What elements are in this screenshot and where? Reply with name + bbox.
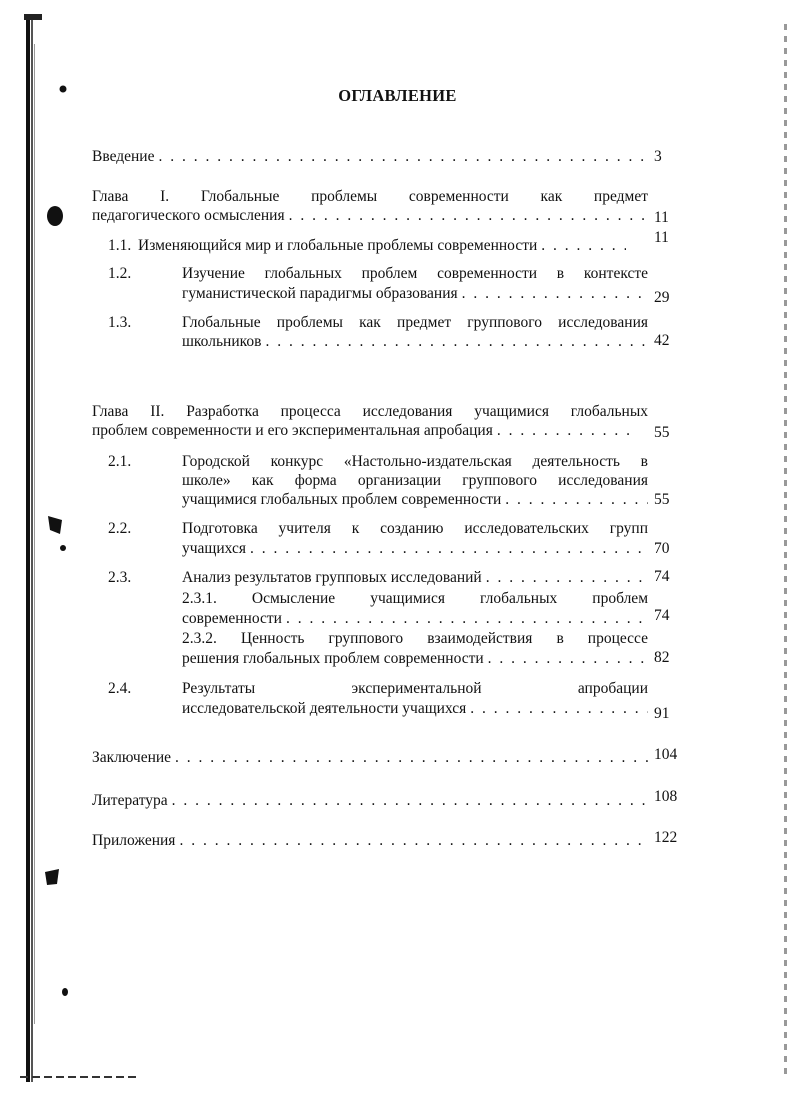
toc-section-1-3-cont[interactable] [182, 333, 654, 351]
toc-page-number: 11 [654, 209, 669, 226]
toc-entry-label: учащимися глобальных проблем современности [182, 491, 502, 508]
toc-leader-dots [488, 650, 648, 668]
toc-entry-appendix[interactable] [92, 832, 654, 850]
toc-section-2-1-cont2[interactable] [182, 491, 654, 509]
toc-entry-conclusion[interactable] [92, 749, 654, 767]
toc-section-1-2-cont[interactable] [182, 285, 654, 303]
toc-section-2-1-cont[interactable]: школе» как форма организации группового исследования [182, 472, 648, 489]
toc-leader-dots [505, 491, 648, 509]
toc-page-number: 11 [654, 229, 669, 246]
toc-chapter-2-heading-cont[interactable] [92, 422, 640, 440]
toc-leader-dots [289, 207, 648, 225]
ink-blot [42, 866, 62, 888]
toc-section-number: 2.3. [108, 569, 132, 586]
toc-leader-dots [179, 832, 648, 850]
toc-entry-intro[interactable] [92, 148, 654, 166]
toc-leader-dots [497, 422, 634, 440]
toc-entry-label: Литература [92, 792, 168, 809]
toc-section-number: 2.2. [108, 520, 132, 537]
toc-entry-label: проблем современности и его экспериментальная апробация [92, 422, 493, 439]
toc-page-number: 55 [654, 491, 670, 508]
toc-entry-label: Изменяющийся мир и глобальные проблемы современности [138, 237, 538, 254]
toc-entry-label: педагогического осмысления [92, 207, 285, 224]
toc-leader-dots [175, 749, 648, 767]
toc-page-number: 104 [654, 746, 678, 763]
toc-page-number: 70 [654, 540, 670, 557]
toc-page-number: 74 [654, 607, 670, 624]
ink-blot [44, 512, 66, 538]
toc-entry-label: Заключение [92, 749, 172, 766]
toc-section-1-1[interactable] [138, 237, 632, 255]
toc-subsection-2-3-1[interactable]: 2.3.1. Осмысление учащимися глобальных проблем [182, 590, 648, 607]
toc-page-number: 108 [654, 788, 678, 805]
toc-section-2-2-cont[interactable] [182, 540, 654, 558]
scan-edge-artifact-bottom [20, 1076, 140, 1078]
toc-subsection-2-3-2-cont[interactable] [182, 650, 654, 668]
toc-section-2-4[interactable]: Результаты экспериментальной апробации [182, 680, 648, 697]
toc-entry-label: современности [182, 610, 282, 627]
toc-section-2-4-cont[interactable] [182, 700, 654, 718]
toc-section-number: 1.2. [108, 265, 132, 282]
toc-leader-dots [158, 148, 648, 166]
toc-section-2-1[interactable]: Городской конкурс «Настольно-издательская деятельность в [182, 453, 648, 470]
toc-chapter-2-heading[interactable]: Глава II. Разработка процесса исследования учащимися глобальных [92, 403, 648, 420]
ink-blot [58, 543, 68, 553]
toc-entry-label: гуманистической парадигмы образования [182, 285, 458, 302]
ink-blot [44, 204, 66, 228]
toc-page-number: 55 [654, 424, 670, 441]
page-title: ОГЛАВЛЕНИЕ [338, 86, 457, 105]
toc-page-number: 3 [654, 148, 662, 165]
toc-entry-label: учащихся [182, 540, 246, 557]
toc-chapter-1-heading-cont[interactable] [92, 207, 654, 225]
toc-section-number: 2.4. [108, 680, 132, 697]
toc-leader-dots [470, 700, 648, 718]
toc-section-2-3[interactable] [182, 569, 654, 587]
toc-leader-dots [486, 569, 648, 587]
toc-leader-dots [286, 610, 648, 628]
toc-chapter-1-heading[interactable]: Глава I. Глобальные проблемы современности как предмет [92, 188, 648, 205]
scan-edge-artifact-right [784, 24, 787, 1074]
toc-page-number: 122 [654, 829, 678, 846]
toc-page-number: 74 [654, 568, 670, 585]
toc-leader-dots [172, 792, 648, 810]
toc-leader-dots [250, 540, 648, 558]
toc-leader-dots [265, 333, 648, 351]
toc-entry-label: решения глобальных проблем современности [182, 650, 484, 667]
toc-section-2-2[interactable]: Подготовка учителя к созданию исследовательских групп [182, 520, 648, 537]
toc-leader-dots [541, 237, 626, 255]
toc-section-number: 1.3. [108, 314, 132, 331]
toc-page-number: 29 [654, 289, 670, 306]
toc-subsection-2-3-2[interactable]: 2.3.2. Ценность группового взаимодействия в процессе [182, 630, 648, 647]
toc-entry-literature[interactable] [92, 792, 654, 810]
toc-page-number: 91 [654, 705, 670, 722]
toc-entry-label: школьников [182, 333, 262, 350]
toc-section-number: 2.1. [108, 453, 132, 470]
toc-section-1-2[interactable]: Изучение глобальных проблем современности в контексте [182, 265, 648, 282]
toc-entry-label: исследовательской деятельности учащихся [182, 700, 467, 717]
scan-edge-artifact [24, 14, 42, 1082]
toc-page-number: 82 [654, 649, 670, 666]
toc-leader-dots [462, 285, 648, 303]
toc-subsection-2-3-1-cont[interactable] [182, 610, 654, 628]
ink-blot [60, 986, 70, 998]
toc-section-number: 1.1. [108, 237, 132, 254]
toc-section-1-3[interactable]: Глобальные проблемы как предмет группового исследования [182, 314, 648, 331]
toc-entry-label: Анализ результатов групповых исследований [182, 569, 482, 586]
toc-entry-label: Введение [92, 148, 155, 165]
toc-page-number: 42 [654, 332, 670, 349]
toc-entry-label: Приложения [92, 832, 176, 849]
